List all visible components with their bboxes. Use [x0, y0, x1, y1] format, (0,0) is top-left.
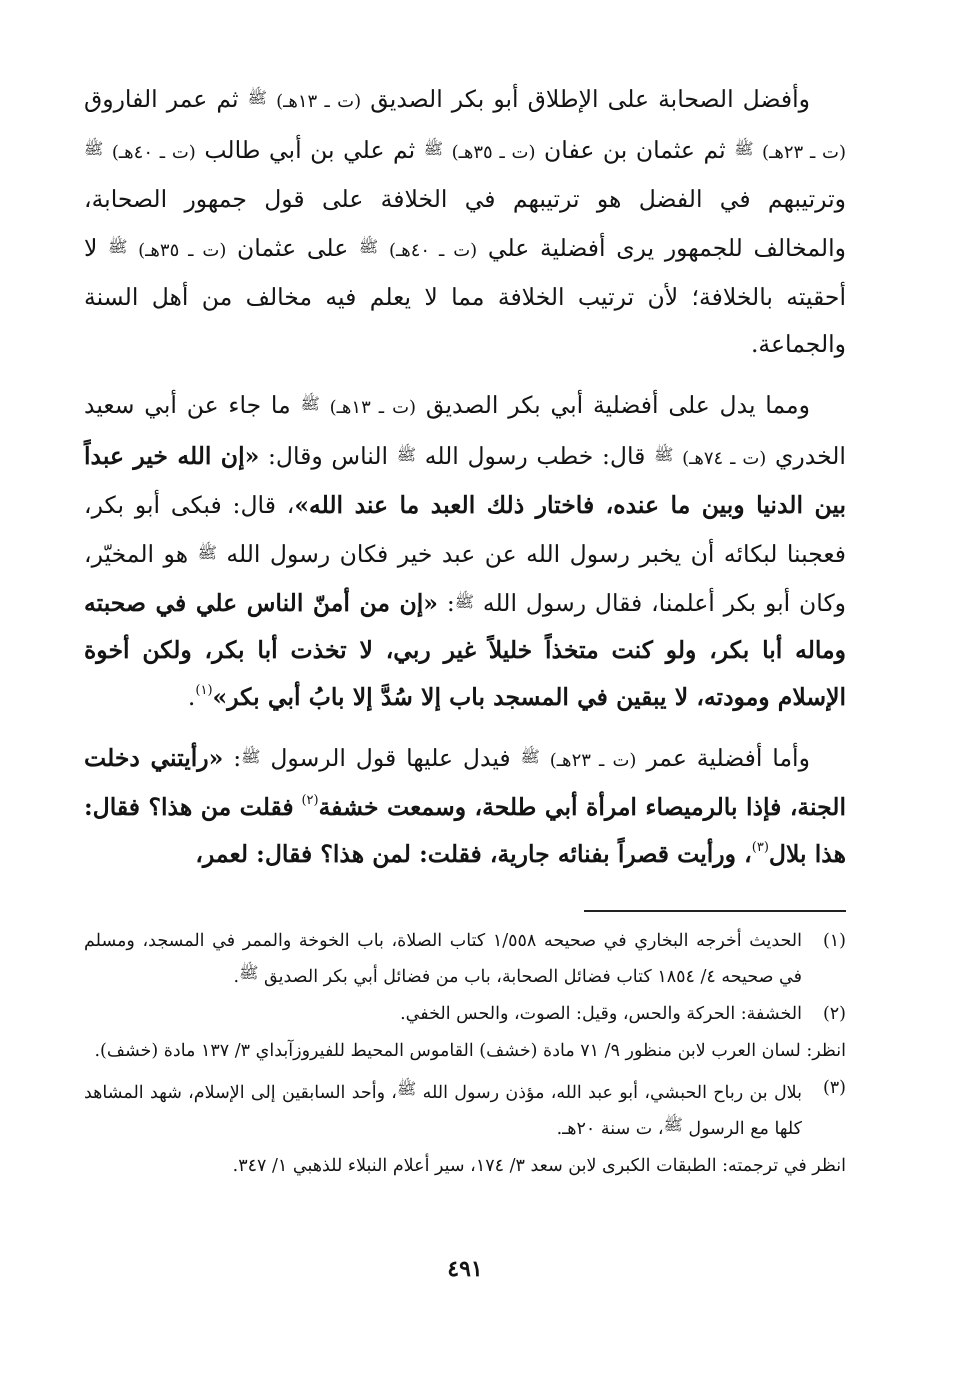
- p2-text-2: ما جاء عن أبي سعيد الخدري: [84, 391, 846, 470]
- footnote-ref-1[interactable]: (١): [195, 683, 213, 698]
- paragraph-3: [84, 733, 846, 878]
- honorific-icon: ﷺ: [300, 394, 320, 413]
- p1-text-1: وأفضل الصحابة على الإطلاق أبو بكر الصديق: [370, 85, 810, 113]
- page-body: [84, 74, 846, 1282]
- footnotes: [84, 926, 846, 1188]
- honorific-icon: ﷺ: [654, 445, 674, 464]
- hadith-quote-3c: ، ورأيت قصراً بفنائه جارية، فقلت: لمن هذا؟ فقال: لعمر،: [195, 840, 752, 868]
- p2-text-4: الناس وقال:: [267, 442, 389, 470]
- honorific-icon: ﷺ: [396, 445, 417, 464]
- hadith-quote-1: «إن الله خير عبداً بين الدنيا وبين ما عنده، فاختار ذلك العبد ما عند الله»: [84, 442, 846, 519]
- footnote-text-cont: ، وأحد السابقين إلى الإسلام، شهد المشاهد كلها مع الرسول: [84, 1083, 802, 1139]
- paragraph-1: [84, 74, 846, 368]
- footnote-number: (١): [822, 931, 846, 951]
- honorific-icon: ﷺ: [84, 139, 104, 158]
- footnote-text-end: ، ت سنة ٢٠هـ.: [556, 1119, 664, 1139]
- p1-text-3: ثم عثمان بن عفان: [544, 136, 726, 164]
- footnote-end: .: [233, 967, 240, 987]
- p2-text-7: :: [446, 589, 455, 617]
- footnote-1: [84, 926, 846, 993]
- footnote-text: الخشفة: الحركة والحس، وقيل: الصوت، والحس الخفي.: [400, 1004, 802, 1024]
- p1-date-4: (ت ـ ٤٠هـ): [111, 142, 196, 163]
- p1-date-6: (ت ـ ٣٥هـ): [138, 240, 227, 261]
- footnote-3-reference: انظر في ترجمته: الطبقات الكبرى لابن سعد ٣/ ١٧٤، سير أعلام النبلاء للذهبي ١/ ٣٤٧.: [232, 1156, 846, 1176]
- hadith-quote-2: «إن من أمنّ الناس علي في صحبته وماله أبا بكر، ولو كنت متخذاً خليلاً غير ربي، لا تخذت أبا بكر، ولكن أخوة الإسلام ومودته، لا يبقين في المسجد باب إلا سُدَّ إلا بابُ أبي بكر»: [84, 589, 846, 711]
- honorific-icon: ﷺ: [396, 1079, 417, 1098]
- footnote-3: [84, 1073, 846, 1145]
- p1-date-5: (ت ـ ٤٠هـ): [388, 240, 478, 261]
- footnote-2-reference: انظر: لسان العرب لابن منظور ٩/ ٧١ مادة (خشف) القاموس المحيط للفيروزآبداي ٣/ ١٣٧ مادة (خشف).: [94, 1041, 846, 1061]
- footnote-text: بلال بن رباح الحبشي، أبو عبد الله، مؤذن رسول الله: [422, 1083, 802, 1103]
- honorific-icon: ﷺ: [423, 139, 444, 158]
- footnote-ref-3[interactable]: (٣): [751, 840, 769, 855]
- p2-text-5: ، قال: فبكى أبو بكر، فعجبنا لبكائه أن يخبر رسول الله عن عبد خير فكان رسول الله: [84, 491, 846, 568]
- footnote-ref-2[interactable]: (٢): [301, 793, 319, 808]
- footnote-number: (٢): [822, 1004, 846, 1024]
- p3-text-3: :: [233, 744, 242, 772]
- honorific-icon: ﷺ: [358, 237, 379, 256]
- honorific-icon: ﷺ: [520, 747, 540, 766]
- footnote-number: (٣): [822, 1078, 846, 1098]
- footnote-separator: [584, 910, 846, 912]
- honorific-icon: ﷺ: [239, 963, 259, 982]
- paragraph-2: [84, 380, 846, 721]
- hadith-quote-3a: «رأيتني دخلت الجنة، فإذا بالرميصاء امرأة أبي طلحة، وسمعت خشفة: [84, 744, 846, 821]
- p3-text-2: فيدل عليها قول الرسول: [270, 744, 511, 772]
- p1-text-2: ثم عمر الفاروق: [84, 85, 239, 113]
- p1-text-7: لا أحقيته بالخلافة؛ لأن ترتيب الخلافة مما لا يعلم فيه مخالف من أهل السنة والجماعة.: [84, 234, 846, 358]
- honorific-icon: ﷺ: [734, 139, 754, 158]
- page-number: ٤٩١: [447, 1256, 483, 1282]
- footnote-text: الحديث أخرجه البخاري في صحيحه ١/٥٥٨ كتاب الصلاة، باب الخوخة والممر في المسجد، ومسلم في صحيحه ٤/ ١٨٥٤ كتاب فضائل الصحابة، باب من فضائل أبي بكر الصديق: [84, 931, 803, 987]
- p3-text-1: وأما أفضلية عمر: [646, 744, 810, 772]
- p2-text-1: ومما يدل على أفضلية أبي بكر الصديق: [425, 391, 810, 419]
- p3-date-1: (ت ـ ٢٣هـ): [549, 750, 637, 771]
- honorific-icon: ﷺ: [197, 543, 217, 562]
- p1-date-2: (ت ـ ٢٣هـ): [762, 142, 846, 163]
- p2-text-3: قال: خطب رسول الله: [424, 442, 646, 470]
- honorific-icon: ﷺ: [247, 88, 267, 107]
- p1-text-4: ثم علي بن أبي طالب: [204, 136, 416, 164]
- p2-date-2: (ت ـ ٧٤هـ): [682, 448, 767, 469]
- honorific-icon: ﷺ: [454, 592, 475, 611]
- honorific-icon: ﷺ: [663, 1115, 683, 1134]
- p2-text-8: .: [187, 683, 196, 711]
- hadith-quote-3b: فقلت من هذا؟ فقال: هذا بلال: [84, 793, 846, 868]
- p1-date-1: (ت ـ ١٣هـ): [276, 91, 362, 112]
- honorific-icon: ﷺ: [241, 747, 261, 766]
- honorific-icon: ﷺ: [108, 237, 128, 256]
- p2-date-1: (ت ـ ١٣هـ): [329, 397, 417, 418]
- p1-text-6: على عثمان: [237, 234, 349, 262]
- p1-text-5: وترتيبهم في الفضل هو ترتيبهم في الخلافة على قول جمهور الصحابة، والمخالف للجمهور يرى أفضلية علي: [84, 185, 846, 262]
- p1-date-3: (ت ـ ٣٥هـ): [451, 142, 536, 163]
- p2-text-6: هو المخيّر، وكان أبو بكر أعلمنا، فقال رسول الله: [84, 540, 846, 617]
- footnote-2: [84, 999, 846, 1030]
